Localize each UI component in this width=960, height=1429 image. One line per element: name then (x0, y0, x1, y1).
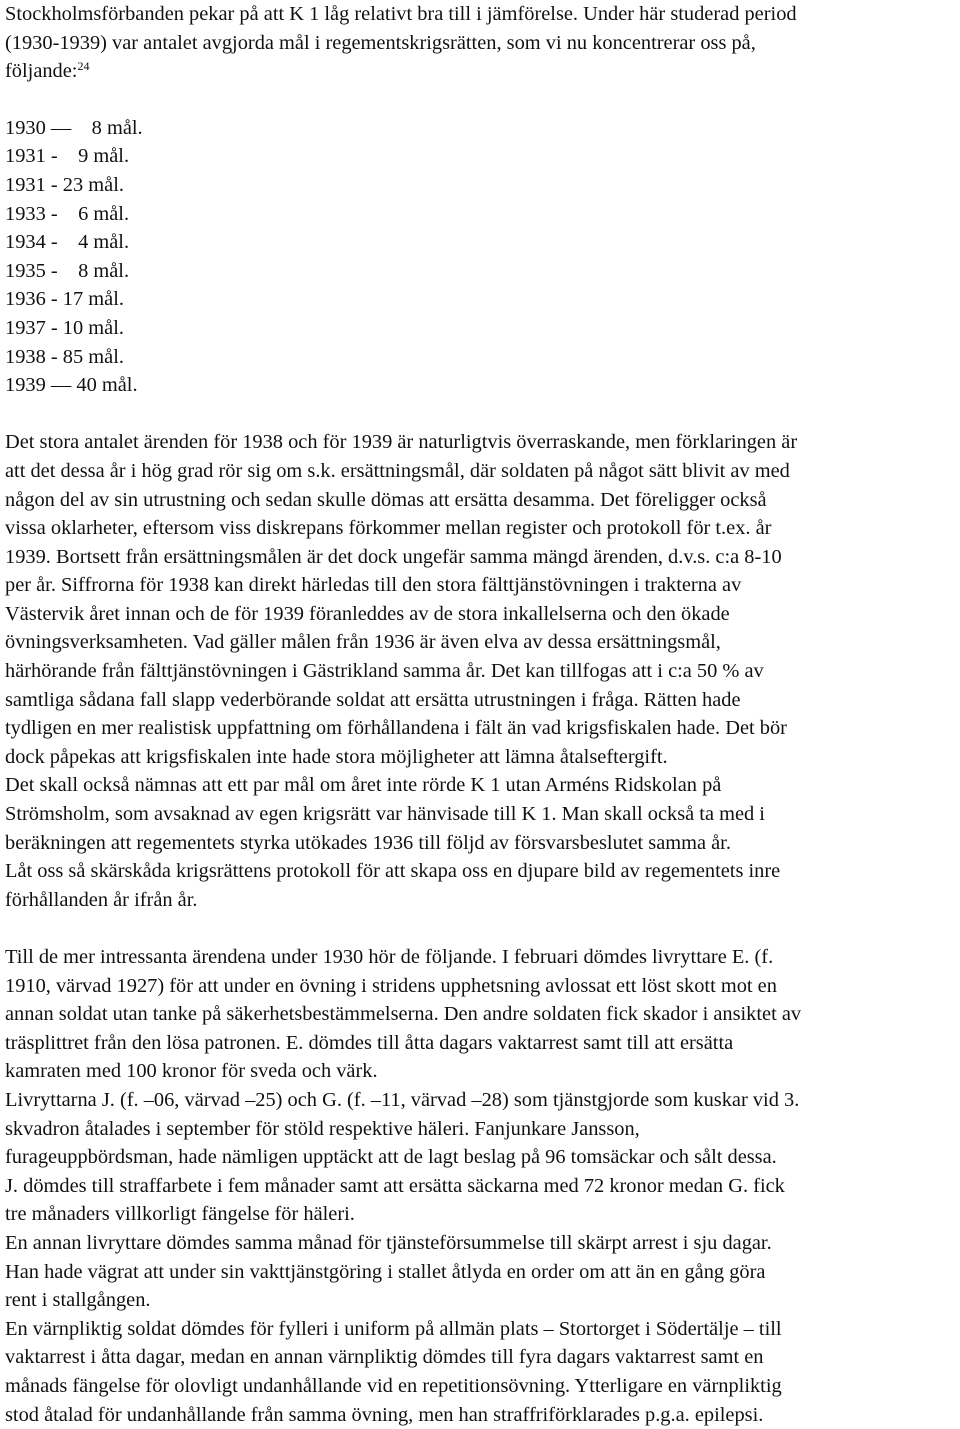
case-unit: mål. (88, 317, 124, 339)
text-line: tre månaders villkorligt fängelse för häleri. (5, 1200, 957, 1229)
text-line: beräkningen att regementets styrka utökades 1936 till följd av försvarsbeslutet samma år. (5, 829, 957, 858)
body-paragraph (5, 1229, 957, 1315)
case-year: 1937 (5, 317, 46, 339)
case-separator: - (51, 203, 58, 225)
text-line: J. dömdes till straffarbete i fem månader samt att ersätta säckarna med 72 kronor medan G. fick (5, 1172, 957, 1201)
case-count-item (5, 285, 957, 314)
text-line: samtliga sådana fall slapp vederbörande soldat att ersätta utrustningen i fråga. Rätten hade (5, 686, 957, 715)
text-line: Livryttarna J. (f. –06, värvad –25) och G. (f. –11, värvad –28) som tjänstgjorde som kuskar vid 3. (5, 1086, 957, 1115)
spacer (5, 914, 957, 943)
case-year: 1933 (5, 203, 46, 225)
case-year: 1936 (5, 288, 46, 310)
case-count: 23 (63, 174, 83, 196)
case-year: 1939 (5, 374, 46, 396)
case-count: 10 (63, 317, 83, 339)
case-count: 8 (78, 260, 88, 282)
case-separator: — (51, 374, 71, 396)
case-unit: mål. (107, 117, 143, 139)
text-line: annan soldat utan tanke på säkerhetsbestämmelserna. Den andre soldaten fick skador i ansiktet av (5, 1000, 957, 1029)
case-count-item (5, 257, 957, 286)
text-line: 1939. Bortsett från ersättningsmålen är det dock ungefär samma mängd ärenden, d.v.s. c:a 8-10 (5, 543, 957, 572)
case-count-item (5, 343, 957, 372)
body-paragraph (5, 428, 957, 771)
document-body (5, 0, 957, 1429)
body-paragraph (5, 771, 957, 857)
case-year: 1934 (5, 231, 46, 253)
case-count: 6 (78, 203, 88, 225)
text-line: månads fängelse för olovligt undanhållande vid en repetitionsövning. Ytterligare en värnpliktig (5, 1372, 957, 1401)
text-line: Till de mer intressanta ärendena under 1930 hör de följande. I februari dömdes livryttare E. (f. (5, 943, 957, 972)
case-separator: - (51, 145, 58, 167)
case-separator: — (51, 117, 71, 139)
case-unit: mål. (93, 145, 129, 167)
case-unit: mål. (88, 174, 124, 196)
case-count: 17 (63, 288, 83, 310)
body-paragraph (5, 857, 957, 914)
text-line: tydligen en mer realistisk uppfattning om förhållandena i fält än vad krigsfiskalen hade. Det bör (5, 714, 957, 743)
case-unit: mål. (93, 231, 129, 253)
case-year: 1930 (5, 117, 46, 139)
text-line: vaktarrest i åtta dagar, medan en annan värnpliktig dömdes till fyra dagars vaktarrest samt en (5, 1343, 957, 1372)
case-count-item (5, 314, 957, 343)
text-line: dock påpekas att krigsfiskalen inte hade stora möjligheter att lämna åtalseftergift. (5, 743, 957, 772)
text-line: vissa oklarheter, eftersom viss diskrepans förkommer mellan register och protokoll för t.ex. år (5, 514, 957, 543)
case-count-item (5, 371, 957, 400)
case-count-item (5, 171, 957, 200)
text-line: stod åtalad för undanhållande från samma övning, men han straffriförklarades p.g.a. epilepsi. (5, 1401, 957, 1429)
case-count: 8 (92, 117, 102, 139)
text-line: Han hade vägrat att under sin vakttjänstgöring i stallet åtlyda en order om att än en gång göra (5, 1258, 957, 1287)
case-year: 1931 (5, 174, 46, 196)
text-line: Stockholmsförbanden pekar på att K 1 låg relativt bra till i jämförelse. Under här studerad period (5, 0, 957, 29)
case-unit: mål. (88, 346, 124, 368)
text-line: Det stora antalet ärenden för 1938 och för 1939 är naturligtvis överraskande, men förklaringen är (5, 428, 957, 457)
case-separator: - (51, 260, 58, 282)
case-count-item (5, 114, 957, 143)
case-count: 85 (63, 346, 83, 368)
text-line: härhörande från fälttjänstövningen i Gästrikland samma år. Det kan tillfogas att i c:a 50 % av (5, 657, 957, 686)
text-line: kamraten med 100 kronor för sveda och värk. (5, 1057, 957, 1086)
text-line: att det dessa år i hög grad rör sig om s.k. ersättningsmål, där soldaten på något sätt blivit av med (5, 457, 957, 486)
case-count-item (5, 142, 957, 171)
body-paragraph (5, 1315, 957, 1429)
text-line: per år. Siffrorna för 1938 kan direkt härledas till den stora fälttjänstövningen i trakterna av (5, 571, 957, 600)
case-count: 40 (76, 374, 96, 396)
case-count-item (5, 200, 957, 229)
text-line: förhållanden år ifrån år. (5, 886, 957, 915)
text-line: skvadron åtalades i september för stöld respektive häleri. Fanjunkare Jansson, (5, 1115, 957, 1144)
footnote-marker: 24 (77, 59, 89, 73)
case-separator: - (51, 231, 58, 253)
text-line: (1930-1939) var antalet avgjorda mål i regementskrigsrätten, som vi nu koncentrerar oss på, (5, 29, 957, 58)
text-line: En värnpliktig soldat dömdes för fylleri i uniform på allmän plats – Stortorget i Södertälje – till (5, 1315, 957, 1344)
text-line: någon del av sin utrustning och sedan skulle dömas att ersätta desamma. Det föreligger också (5, 486, 957, 515)
body-text (5, 428, 957, 1429)
case-unit: mål. (93, 203, 129, 225)
text-line: 1910, värvad 1927) för att under en övning i stridens upphetsning avlossat ett löst skott mot en (5, 972, 957, 1001)
spacer (5, 86, 957, 114)
text-line: Det skall också nämnas att ett par mål om året inte rörde K 1 utan Arméns Ridskolan på (5, 771, 957, 800)
case-unit: mål. (93, 260, 129, 282)
intro-paragraph (5, 0, 957, 86)
spacer (5, 400, 957, 429)
case-unit: mål. (88, 288, 124, 310)
text-line-content: följande: (5, 60, 77, 82)
case-separator: - (51, 288, 58, 310)
text-line: Låt oss så skärskåda krigsrättens protokoll för att skapa oss en djupare bild av regementets inre (5, 857, 957, 886)
case-count-list (5, 114, 957, 400)
text-line (5, 57, 957, 86)
body-paragraph (5, 943, 957, 1086)
case-count: 4 (78, 231, 88, 253)
case-count-item (5, 228, 957, 257)
case-separator: - (51, 174, 58, 196)
case-year: 1935 (5, 260, 46, 282)
text-line: rent i stallgången. (5, 1286, 957, 1315)
text-line: Västervik året innan och de för 1939 föranleddes av de stora inkallelserna och den ökade (5, 600, 957, 629)
case-unit: mål. (102, 374, 138, 396)
text-line: En annan livryttare dömdes samma månad för tjänsteförsummelse till skärpt arrest i sju dagar. (5, 1229, 957, 1258)
case-separator: - (51, 346, 58, 368)
text-line: Strömsholm, som avsaknad av egen krigsrätt var hänvisade till K 1. Man skall också ta med i (5, 800, 957, 829)
case-count: 9 (78, 145, 88, 167)
text-line: övningsverksamheten. Vad gäller målen från 1936 är även elva av dessa ersättningsmål, (5, 628, 957, 657)
case-separator: - (51, 317, 58, 339)
body-paragraph (5, 1086, 957, 1229)
text-line: träsplittret från den lösa patronen. E. dömdes till åtta dagars vaktarrest samt till att ersätta (5, 1029, 957, 1058)
case-year: 1931 (5, 145, 46, 167)
case-year: 1938 (5, 346, 46, 368)
text-line: furageuppbördsman, hade nämligen upptäckt att de lagt beslag på 96 tomsäckar och sålt dessa. (5, 1143, 957, 1172)
